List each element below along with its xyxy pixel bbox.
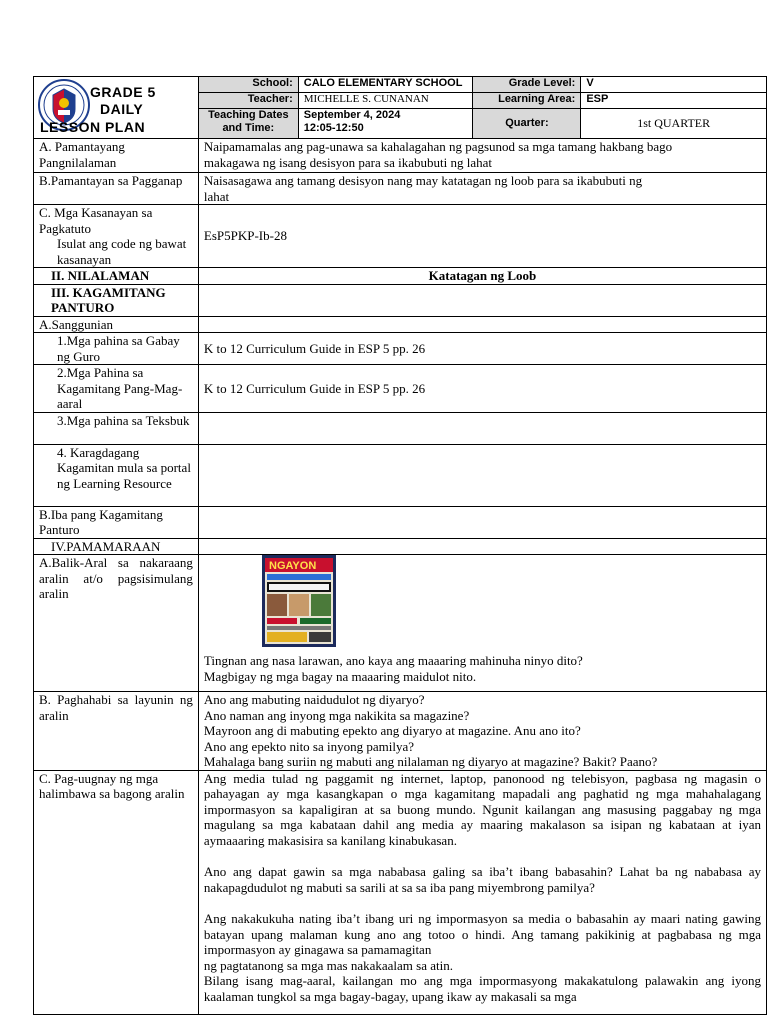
gabay-ng-guro-value: K to 12 Curriculum Guide in ESP 5 pp. 26 (198, 333, 766, 365)
lesson-plan-page (33, 76, 767, 1015)
pag-uugnay-value (198, 770, 766, 1014)
teksbuk-value (198, 412, 766, 444)
quarter-label: Quarter: (473, 109, 581, 139)
pamantayang-pangnilalaman-value: Naipamamalas ang pag-unawa sa kahalagahan ng pagsunod sa mga tamang hakbang bago makagawa ng isang desisyon para sa ikabubuti ng lahat (198, 139, 766, 173)
teaching-time: 12:05-12:50 (303, 122, 364, 134)
mga-kasanayan-label: C. Mga Kasanayan sa Pagkatuto (39, 205, 153, 236)
paghahabi-question: Ano ang epekto nito sa inyong pamilya? (203, 738, 415, 754)
nilalaman-value: Katatagan ng Loob (198, 268, 766, 285)
grade-level-label: Grade Level: (473, 77, 581, 93)
school-value: CALO ELEMENTARY SCHOOL (298, 77, 473, 93)
lesson-plan-table (33, 76, 767, 1015)
balik-aral-label: A.Balik-Aral sa nakaraang aralin at/o pagsisimulang aralin (34, 555, 199, 692)
pamantayan-sa-pagganap-value: Naisasagawa ang tamang desisyon nang may katatagan ng loob para sa ikabubuti ng lahat (198, 173, 766, 205)
karagdagang-kagamitan-label: 4. Karagdagang Kagamitan mula sa portal ng Learning Resource (34, 444, 199, 506)
balik-aral-value (198, 555, 766, 692)
pag-uugnay-paragraph-1: Ang media tulad ng paggamit ng internet, laptop, panonood ng telebisyon, pagbasa ng magasin o pahayagan ay mga kasangkapan o mga kagamitang mapadali ang paghatid ng mga mahahalagang impormasyon sa kapaligiran at sa buong mundo. Ngunit kailangan ang masusing paggabay ng mga magulang sa mga kabataan dahil ang media ay maaring makalason sa isipan ng kabataan at iyan aymaaaring makasisira sa kanilang kinabukasan. (203, 770, 761, 848)
pag-uugnay-paragraph-3: Ang nakakukuha nating iba’t ibang uri ng impormasyon sa media o babasahin ay maari nating gawing batayan upang malaman kung ano ang totoo o hindi. Ang tamang pakikinig at pagbabasa ng mga impormasyon ay ginagawa sa pamamagitan (203, 911, 761, 957)
sanggunian-label: A.Sanggunian (34, 316, 199, 333)
kagamitang-pang-mag-aaral-value: K to 12 Curriculum Guide in ESP 5 pp. 26 (198, 365, 766, 413)
paghahabi-label: B. Paghahabi sa layunin ng aralin (34, 692, 199, 771)
teksbuk-label: 3.Mga pahina sa Teksbuk (34, 412, 199, 444)
kagamitang-panturo-label: III. KAGAMITANG PANTURO (34, 284, 199, 316)
sanggunian-value (198, 316, 766, 333)
pag-uugnay-paragraph-3b: ng pagtatanong sa mga mas nakakaalam sa atin. (203, 957, 453, 973)
kagamitang-panturo-value (198, 284, 766, 316)
pamamaraan-label: IV.PAMAMARAAN (34, 538, 199, 555)
header-title-cell (34, 77, 199, 139)
pag-uugnay-label: C. Pag-uugnay ng mga halimbawa sa bagong aralin (34, 770, 199, 1014)
teacher-value: MICHELLE S. CUNANAN (298, 93, 473, 109)
pag-uugnay-paragraph-4: Bilang isang mag-aaral, kailangan mo ang mga impormasyong makakatulong palawakin ang iyong kaalaman tungkol sa mga bagay-bagay, upang ikaw ay makasali sa mga (203, 973, 761, 1004)
learning-area-label: Learning Area: (473, 93, 581, 109)
school-label: School: (198, 77, 298, 93)
teaching-dates-label-line1: Teaching Dates (208, 109, 289, 121)
pamantayan-sa-pagganap-label: B.Pamantayan sa Pagganap (34, 173, 199, 205)
newspaper-masthead: NGAYON (268, 560, 317, 572)
teaching-dates-value (298, 109, 473, 139)
iba-pang-kagamitan-label: B.Iba pang Kagamitang Panturo (34, 506, 199, 538)
quarter-value: 1st QUARTER (581, 109, 767, 139)
kagamitang-pang-mag-aaral-label: 2.Mga Pahina sa Kagamitang Pang-Mag-aaral (34, 365, 199, 413)
balik-aral-line2: Magbigay ng mga bagay na maaaring maidulot nito. (203, 668, 477, 684)
paghahabi-question: Mayroon ang di mabuting epekto ang diyaryo at magazine. Anu ano ito? (203, 723, 581, 738)
newspaper-image (262, 555, 336, 647)
paghahabi-question: Ano naman ang inyong mga nakikita sa magazine? (203, 707, 470, 723)
lesson-plan-title-line2: DAILY (100, 101, 144, 117)
teacher-label: Teacher: (198, 93, 298, 109)
iba-pang-kagamitan-value (198, 506, 766, 538)
pag-uugnay-paragraph-2: Ano ang dapat gawin sa mga nababasa galing sa iba’t ibang babasahin? Lahat ba ng nababasa ay nakapagdudulot ng mabuti sa sarili at sa sa iba pang miyembrong pamilya? (203, 864, 761, 895)
pamamaraan-value (198, 538, 766, 555)
teaching-dates-label (198, 109, 298, 139)
gabay-ng-guro-label: 1.Mga pahina sa Gabay ng Guro (34, 333, 199, 365)
mga-kasanayan-label-cell (34, 205, 199, 268)
balik-aral-line1: Tingnan ang nasa larawan, ano kaya ang maaaring mahinuha ninyo dito? (203, 653, 583, 668)
mga-kasanayan-sublabel: Isulat ang code ng bawat kasanayan (57, 236, 187, 267)
lesson-plan-title-line3: LESSON PLAN (40, 119, 146, 135)
paghahabi-question: Ano ang mabuting naidudulot ng diyaryo? (203, 692, 425, 707)
karagdagang-kagamitan-value (198, 444, 766, 506)
pamantayang-pangnilalaman-label: A. Pamantayang Pangnilalaman (34, 139, 199, 173)
teaching-dates-label-line2: and Time: (222, 122, 275, 134)
paghahabi-value (198, 692, 766, 771)
nilalaman-label: II. NILALAMAN (34, 268, 199, 285)
paghahabi-question: Mahalaga bang suriin ng mabuti ang nilalaman ng diyaryo at magazine? Bakit? Paano? (203, 754, 658, 769)
teaching-date: September 4, 2024 (303, 109, 401, 121)
lesson-plan-title-line1: GRADE 5 (90, 84, 156, 100)
grade-level-value: V (581, 77, 767, 93)
learning-area-value: ESP (581, 93, 767, 109)
mga-kasanayan-value: EsP5PKP-Ib-28 (198, 205, 766, 268)
